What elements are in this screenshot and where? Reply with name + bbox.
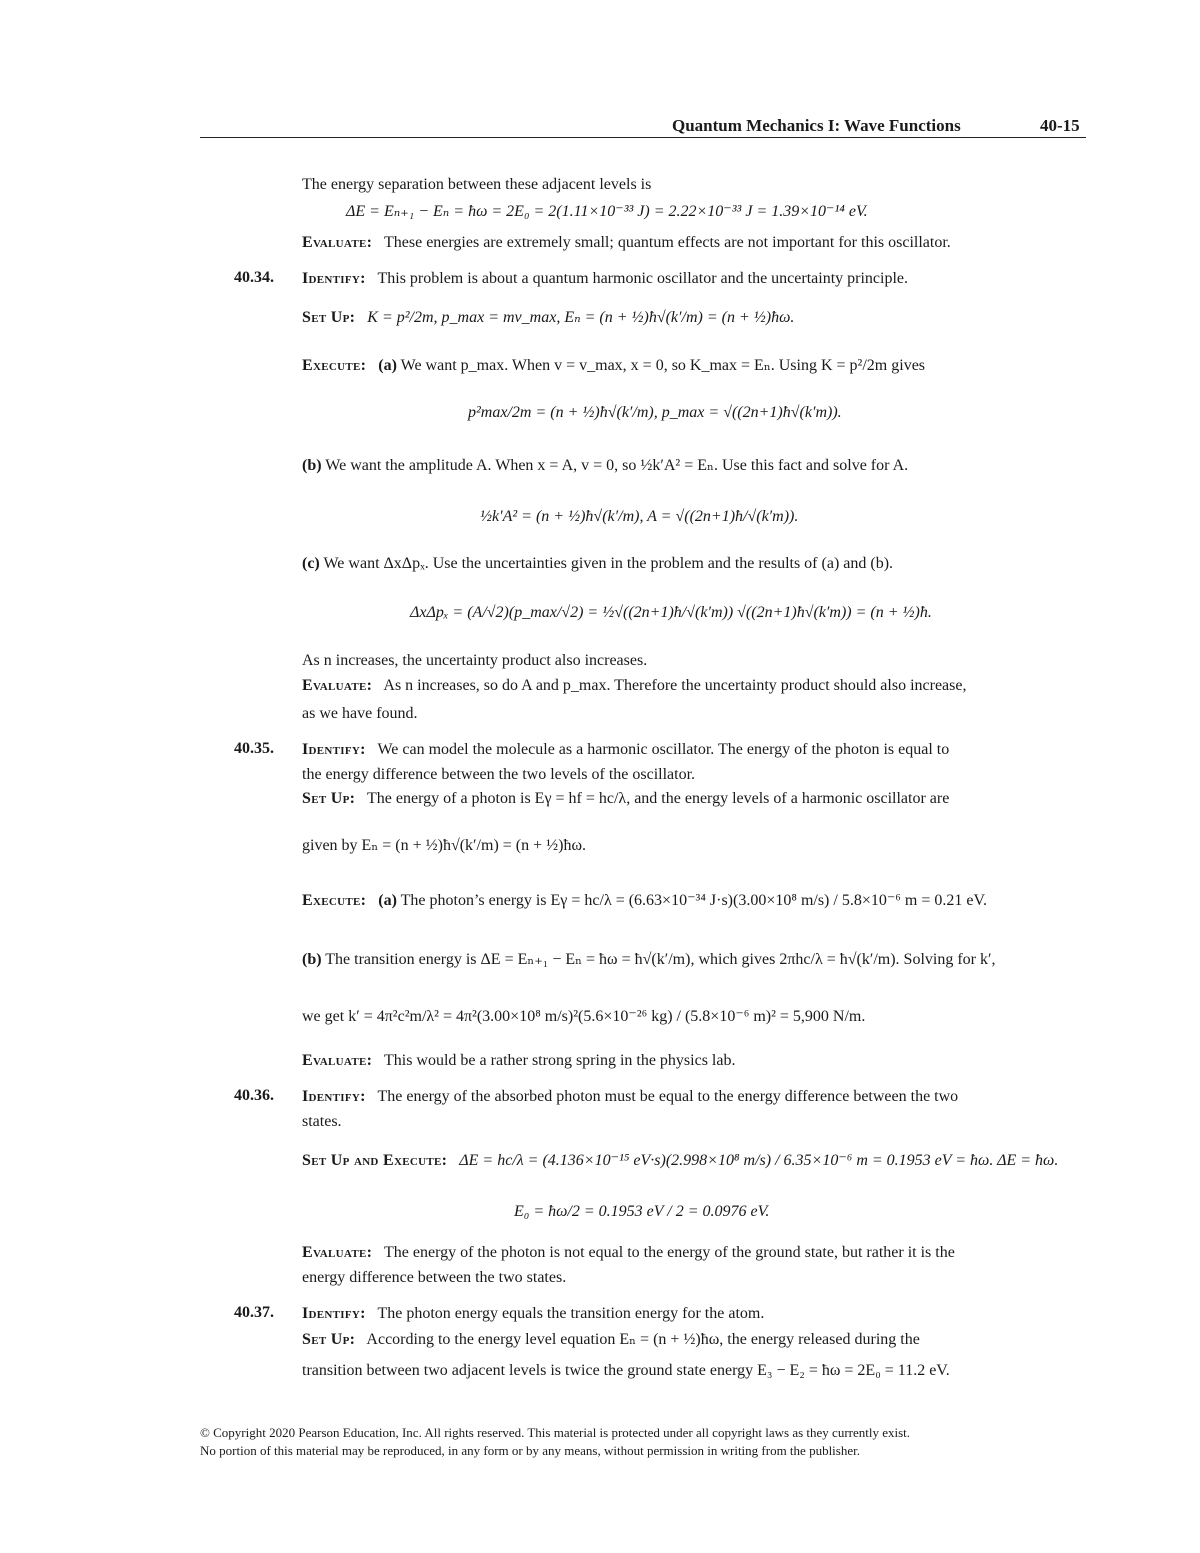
part-a-text: The photon’s energy is Eγ = hc/λ = (6.63×10⁻³⁴ J·s)(3.00×10⁸ m/s) / 5.8×10⁻⁶ m = 0.21 eV. <box>400 892 987 909</box>
p35-identify-cont: the energy difference between the two levels of the oscillator. <box>302 766 696 783</box>
copyright-line-2: No portion of this material may be reproduced, in any form or by any means, without permission in writing from the publisher. <box>200 1443 860 1458</box>
identify-text: The photon energy equals the transition energy for the atom. <box>377 1305 765 1322</box>
evaluate-text: These energies are extremely small; quantum effects are not important for this oscillator. <box>383 234 951 251</box>
problem-number-40-37: 40.37. <box>234 1304 274 1321</box>
copyright-line-1: © Copyright 2020 Pearson Education, Inc. All rights reserved. This material is protected under all copyright laws as they currently exist. <box>200 1425 911 1440</box>
p36-evaluate-cont: energy difference between the two states. <box>302 1269 567 1286</box>
running-header-title: Quantum Mechanics I: Wave Functions <box>672 116 961 135</box>
setup-equation: ΔE = hc/λ = (4.136×10⁻¹⁵ eV·s)(2.998×10⁸ m/s) / 6.35×10⁻⁶ m = 0.1953 eV = ħω. ΔE = ħω. <box>459 1152 1059 1169</box>
problem-number-40-34: 40.34. <box>234 269 274 286</box>
part-b-label: (b) <box>302 951 322 968</box>
p33-intro: The energy separation between these adjacent levels is <box>302 176 652 193</box>
p35-part-b <box>302 950 996 970</box>
evaluate-label: Evaluate: <box>302 1052 373 1069</box>
setup-text: According to the energy level equation Eₙ = (n + ½)ħω, the energy released during the <box>366 1331 920 1348</box>
p34-a-equation: p²max/2m = (n + ½)ħ√(k′/m), p_max = √((2n+1)ħ√(k′m)). <box>468 404 842 421</box>
header-rule <box>200 137 1086 138</box>
part-b-text: We want the amplitude A. When x = A, v = 0, so ½k′A² = Eₙ. Use this fact and solve for A. <box>325 457 909 474</box>
evaluate-label: Evaluate: <box>302 1244 373 1261</box>
identify-text: We can model the molecule as a harmonic oscillator. The energy of the photon is equal to <box>377 741 950 758</box>
problem-number-40-36: 40.36. <box>234 1087 274 1104</box>
identify-text: This problem is about a quantum harmonic oscillator and the uncertainty principle. <box>377 270 909 287</box>
p36-e0-equation: E₀ = ħω/2 = 0.1953 eV / 2 = 0.0976 eV. <box>514 1203 770 1220</box>
page-number: 40-15 <box>1040 116 1080 135</box>
evaluate-label: Evaluate: <box>302 677 373 694</box>
setup-label: Set Up: <box>302 1331 356 1348</box>
part-a-label: (a) <box>378 357 397 374</box>
p36-identify-cont: states. <box>302 1113 342 1130</box>
p34-evaluate <box>302 676 966 696</box>
part-c-label: (c) <box>302 555 320 572</box>
p34-evaluate-cont: as we have found. <box>302 705 418 722</box>
p34-c-equation: ΔxΔpₓ = (A/√2)(p_max/√2) = ½√((2n+1)ħ/√(k′m)) √((2n+1)ħ√(k′m)) = (n + ½)ħ. <box>410 604 932 621</box>
p34-setup <box>302 308 794 328</box>
p35-evaluate <box>302 1051 735 1071</box>
p37-setup-cont: transition between two adjacent levels is twice the ground state energy E₃ − E₂ = ħω = 2E₀ = 11.2 eV. <box>302 1362 950 1379</box>
setup-label: Set Up: <box>302 309 356 326</box>
p35-setup <box>302 789 949 809</box>
execute-label: Execute: <box>302 357 367 374</box>
p34-part-c <box>302 554 893 574</box>
problem-number-40-35: 40.35. <box>234 740 274 757</box>
part-b-label: (b) <box>302 457 322 474</box>
part-a-text: We want p_max. When v = v_max, x = 0, so K_max = Eₙ. Using K = p²/2m gives <box>400 357 926 374</box>
p36-identify <box>302 1087 958 1107</box>
p36-setup-execute <box>302 1151 1058 1171</box>
setup-execute-label: Set Up and Execute: <box>302 1152 448 1169</box>
identify-label: Identify: <box>302 741 366 758</box>
p36-evaluate <box>302 1243 955 1263</box>
identify-text: The energy of the absorbed photon must be equal to the energy difference between the two <box>377 1088 959 1105</box>
evaluate-text: This would be a rather strong spring in the physics lab. <box>383 1052 736 1069</box>
p34-execute-a <box>302 356 925 376</box>
identify-label: Identify: <box>302 1088 366 1105</box>
setup-label: Set Up: <box>302 790 356 807</box>
p35-setup-cont: given by Eₙ = (n + ½)ħ√(k′/m) = (n + ½)ħω. <box>302 837 587 854</box>
evaluate-label: Evaluate: <box>302 234 373 251</box>
identify-label: Identify: <box>302 270 366 287</box>
evaluate-text: As n increases, so do A and p_max. Therefore the uncertainty product should also increase, <box>383 677 967 694</box>
p37-setup <box>302 1330 920 1350</box>
p35-identify <box>302 740 949 760</box>
p34-b-equation: ½k′A² = (n + ½)ħ√(k′/m), A = √((2n+1)ħ/√(k′m)). <box>480 508 799 525</box>
p37-identify <box>302 1304 764 1324</box>
p34-identify <box>302 269 908 289</box>
setup-text: The energy of a photon is Eγ = hf = hc/λ, and the energy levels of a harmonic oscillator are <box>367 790 950 807</box>
p33-evaluate <box>302 233 951 253</box>
identify-label: Identify: <box>302 1305 366 1322</box>
p34-c-after: As n increases, the uncertainty product also increases. <box>302 652 648 669</box>
setup-equation: K = p²/2m, p_max = mv_max, Eₙ = (n + ½)ħ√(k′/m) = (n + ½)ħω. <box>367 309 795 326</box>
part-a-label: (a) <box>378 892 397 909</box>
execute-label: Execute: <box>302 892 367 909</box>
p35-execute-a <box>302 891 987 911</box>
p35-b-equation: we get k′ = 4π²c²m/λ² = 4π²(3.00×10⁸ m/s)²(5.6×10⁻²⁶ kg) / (5.8×10⁻⁶ m)² = 5,900 N/m. <box>302 1008 866 1025</box>
part-c-text: We want ΔxΔpₓ. Use the uncertainties given in the problem and the results of (a) and (b). <box>323 555 894 572</box>
part-b-text: The transition energy is ΔE = Eₙ₊₁ − Eₙ = ħω = ħ√(k′/m), which gives 2πhc/λ = ħ√(k′/m). Solving for k′, <box>325 951 996 968</box>
evaluate-text: The energy of the photon is not equal to the energy of the ground state, but rather it is the <box>383 1244 955 1261</box>
p34-part-b <box>302 456 908 476</box>
p33-equation: ΔE = Eₙ₊₁ − Eₙ = ħω = 2E₀ = 2(1.11×10⁻³³ J) = 2.22×10⁻³³ J = 1.39×10⁻¹⁴ eV. <box>346 203 868 220</box>
